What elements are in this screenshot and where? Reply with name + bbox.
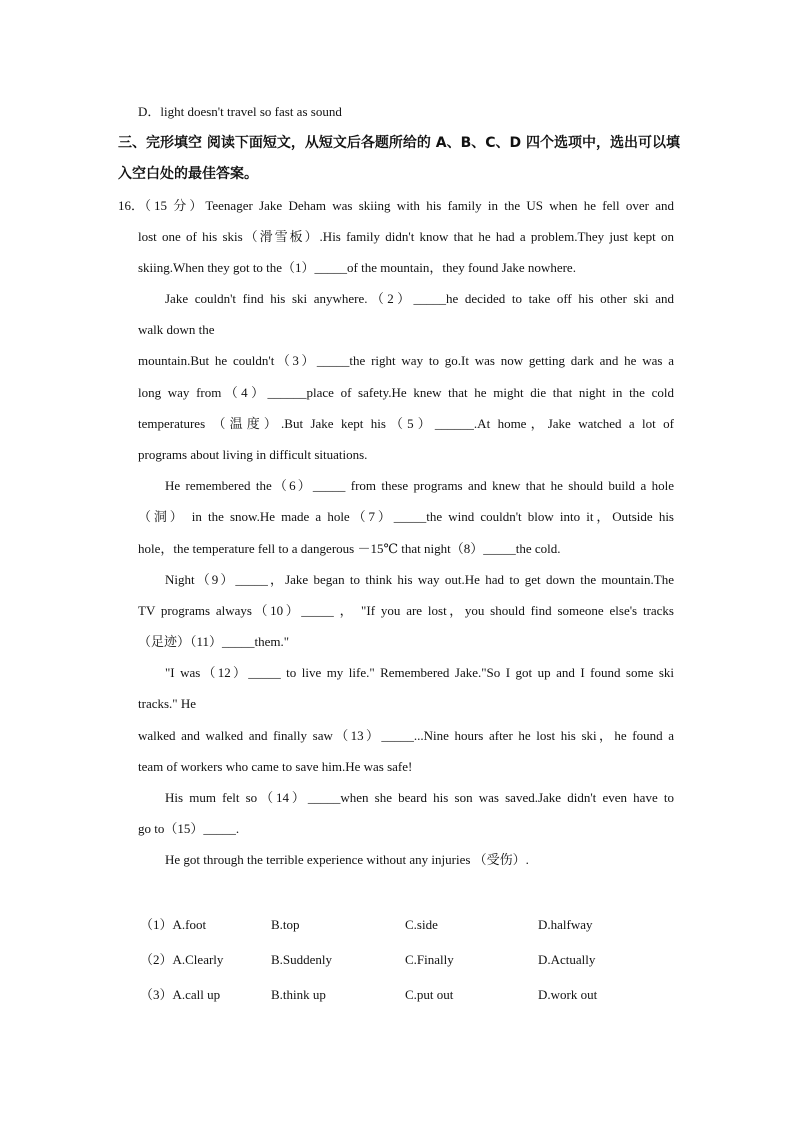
passage-line: lost one of his skis（滑雪板）.His family didn't know that he had a problem.They just kept on — [138, 229, 674, 244]
passage-line: tracks." He — [138, 696, 197, 711]
option-b: B.Suddenly — [271, 952, 333, 967]
passage-line: TV programs always（10）_____ ， "If you are lost，you should find someone else's tracks — [138, 603, 674, 618]
passage-line: mountain.But he couldn't（3）_____the right way to go.It was now getting dark and he was a — [138, 353, 674, 368]
passage-line: hole，the temperature fell to a dangerous －15℃ that night（8）_____the cold. — [138, 541, 561, 556]
option-c: C.side — [405, 917, 438, 932]
passage-line: programs about living in difficult situations. — [138, 447, 368, 462]
passage-line: team of workers who came to save him.He was safe! — [138, 759, 413, 774]
passage-line: long way from（4）______place of safety.He knew that he might die that night in the cold — [138, 385, 674, 400]
passage-line: Jake couldn't find his ski anywhere.（2）_____he decided to take off his other ski and — [165, 291, 674, 306]
option-d: D.Actually — [538, 952, 596, 967]
section-heading-line2: 入空白处的最佳答案。 — [118, 166, 258, 182]
option-a: （1）A.foot — [140, 917, 207, 932]
option-b: B.top — [271, 917, 300, 932]
section-heading-line1: 三、完形填空 阅读下面短文，从短文后各题所给的 A、B、C、D 四个选项中，选出可以填 — [118, 135, 681, 151]
passage-line: go to（15）_____. — [138, 821, 240, 836]
passage-line: （足迹）（11）_____them." — [138, 634, 290, 649]
passage-line: skiing.When they got to the（1）_____of the mountain，they found Jake nowhere. — [138, 260, 576, 275]
passage-line: （15 分）Teenager Jake Deham was skiing with his family in the US when he fell over and — [138, 198, 674, 213]
passage-line: walked and walked and finally saw（13）_____...Nine hours after he lost his ski，he found a — [138, 728, 674, 743]
passage-line: His mum felt so（14）_____when she beard his son was saved.Jake didn't even have to — [165, 790, 674, 805]
passage-line: "I was（12）_____ to live my life." Remembered Jake."So I got up and I found some ski — [165, 665, 674, 680]
passage-line: temperatures （温度）.But Jake kept his（5）______.At home，Jake watched a lot of — [138, 416, 674, 431]
option-a: （2）A.Clearly — [140, 952, 224, 967]
question-number: 16． — [118, 198, 145, 213]
previous-option-d: D．light doesn't travel so fast as sound — [138, 104, 342, 119]
option-c: C.Finally — [405, 952, 454, 967]
option-a: （3）A.call up — [140, 987, 221, 1002]
passage-line: He got through the terrible experience without any injuries （受伤）. — [165, 852, 529, 867]
option-d: D.work out — [538, 987, 598, 1002]
option-d: D.halfway — [538, 917, 593, 932]
option-b: B.think up — [271, 987, 326, 1002]
passage-line: （洞） in the snow.He made a hole（7）_____the wind couldn't blow into it，Outside his — [138, 509, 674, 524]
passage-line: Night（9）_____，Jake began to think his way out.He had to get down the mountain.The — [165, 572, 674, 587]
option-c: C.put out — [405, 987, 454, 1002]
passage-line: walk down the — [138, 322, 215, 337]
passage-line: He remembered the（6）_____ from these programs and knew that he should build a hole — [165, 478, 674, 493]
